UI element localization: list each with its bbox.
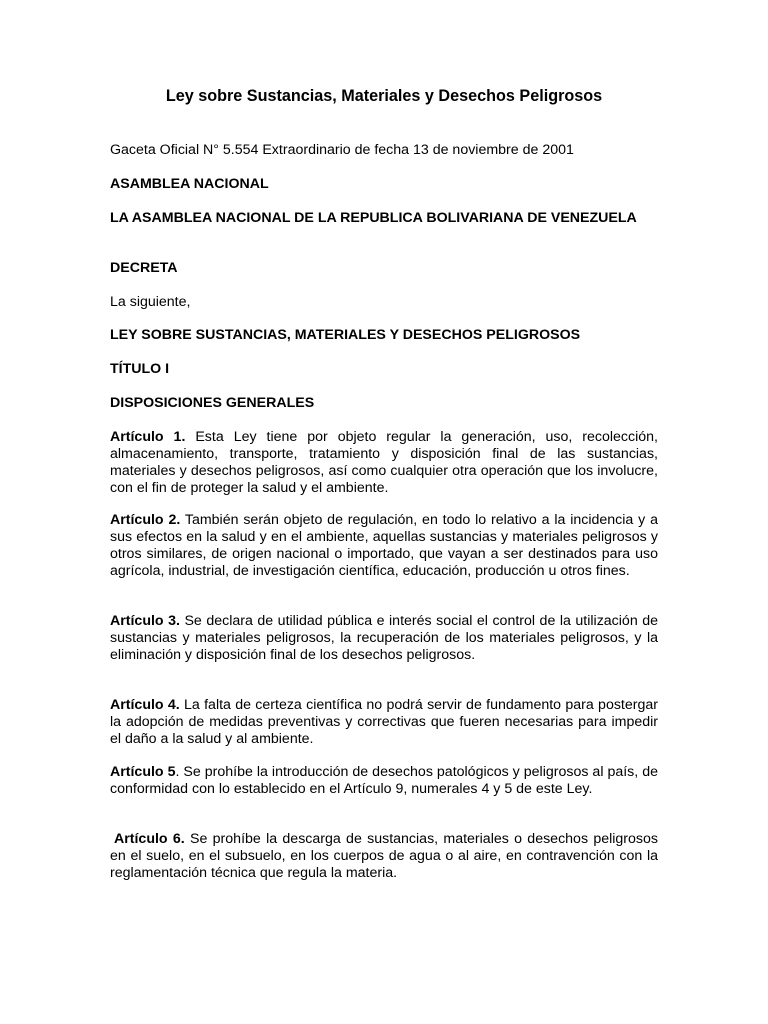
article-3-label: Artículo 3. xyxy=(110,613,180,629)
titulo-heading: TÍTULO I xyxy=(110,361,170,377)
article-1-text: Esta Ley tiene por objeto regular la generación, uso, recolección, almacenamiento, transporte, tratamiento y disposición final de las sustancias, materiales y desechos peligrosos, así como cualquier otra operación que los involucre, con el fin de proteger la salud y el ambiente. xyxy=(110,429,658,496)
siguiente-line: La siguiente, xyxy=(110,294,191,310)
asamblea-full-heading: LA ASAMBLEA NACIONAL DE LA REPUBLICA BOLIVARIANA DE VENEZUELA xyxy=(110,210,637,226)
article-5-label: Artículo 5 xyxy=(110,764,176,780)
article-6-text: Se prohíbe la descarga de sustancias, materiales o desechos peligrosos en el suelo, en el subsuelo, en los cuerpos de agua o al aire, en contravención con la reglamentación técnica que regula la materia. xyxy=(110,831,658,881)
decreta-heading: DECRETA xyxy=(110,260,178,276)
article-5 xyxy=(110,764,658,798)
article-1-label: Artículo 1. xyxy=(110,429,186,445)
article-4-text: La falta de certeza científica no podrá servir de fundamento para postergar la adopción de medidas preventivas y correctivas que fueren necesarias para impedir el daño a la salud y al ambiente. xyxy=(110,697,658,747)
article-1 xyxy=(110,429,658,497)
article-6 xyxy=(110,831,658,882)
article-3-text: Se declara de utilidad pública e interés social el control de la utilización de sustancias y materiales peligrosos, la recuperación de los materiales peligrosos, y la eliminación y disposición final de los desechos peligrosos. xyxy=(110,613,659,663)
gaceta-line: Gaceta Oficial N° 5.554 Extraordinario de fecha 13 de noviembre de 2001 xyxy=(110,142,574,158)
article-4 xyxy=(110,697,658,748)
article-6-label: Artículo 6. xyxy=(114,831,185,847)
disposiciones-heading: DISPOSICIONES GENERALES xyxy=(110,395,315,411)
article-5-text: . Se prohíbe la introducción de desechos patológicos y peligrosos al país, de conformidad con lo establecido en el Artículo 9, numerales 4 y 5 de este Ley. xyxy=(110,764,658,797)
article-3 xyxy=(110,613,658,664)
asamblea-heading: ASAMBLEA NACIONAL xyxy=(110,176,269,192)
document-title: Ley sobre Sustancias, Materiales y Desechos Peligrosos xyxy=(165,87,603,105)
article-2 xyxy=(110,512,658,580)
article-2-label: Artículo 2. xyxy=(110,512,181,528)
article-4-label: Artículo 4. xyxy=(110,697,180,713)
article-2-text: También serán objeto de regulación, en todo lo relativo a la incidencia y a sus efectos en la salud y en el ambiente, aquellas sustancias y materiales peligrosos y otros similares, de origen nacional o importado, que vayan a ser destinados para uso agrícola, industrial, de investigación científica, educación, producción u otros fines. xyxy=(110,512,658,579)
ley-title-heading: LEY SOBRE SUSTANCIAS, MATERIALES Y DESECHOS PELIGROSOS xyxy=(110,327,581,343)
